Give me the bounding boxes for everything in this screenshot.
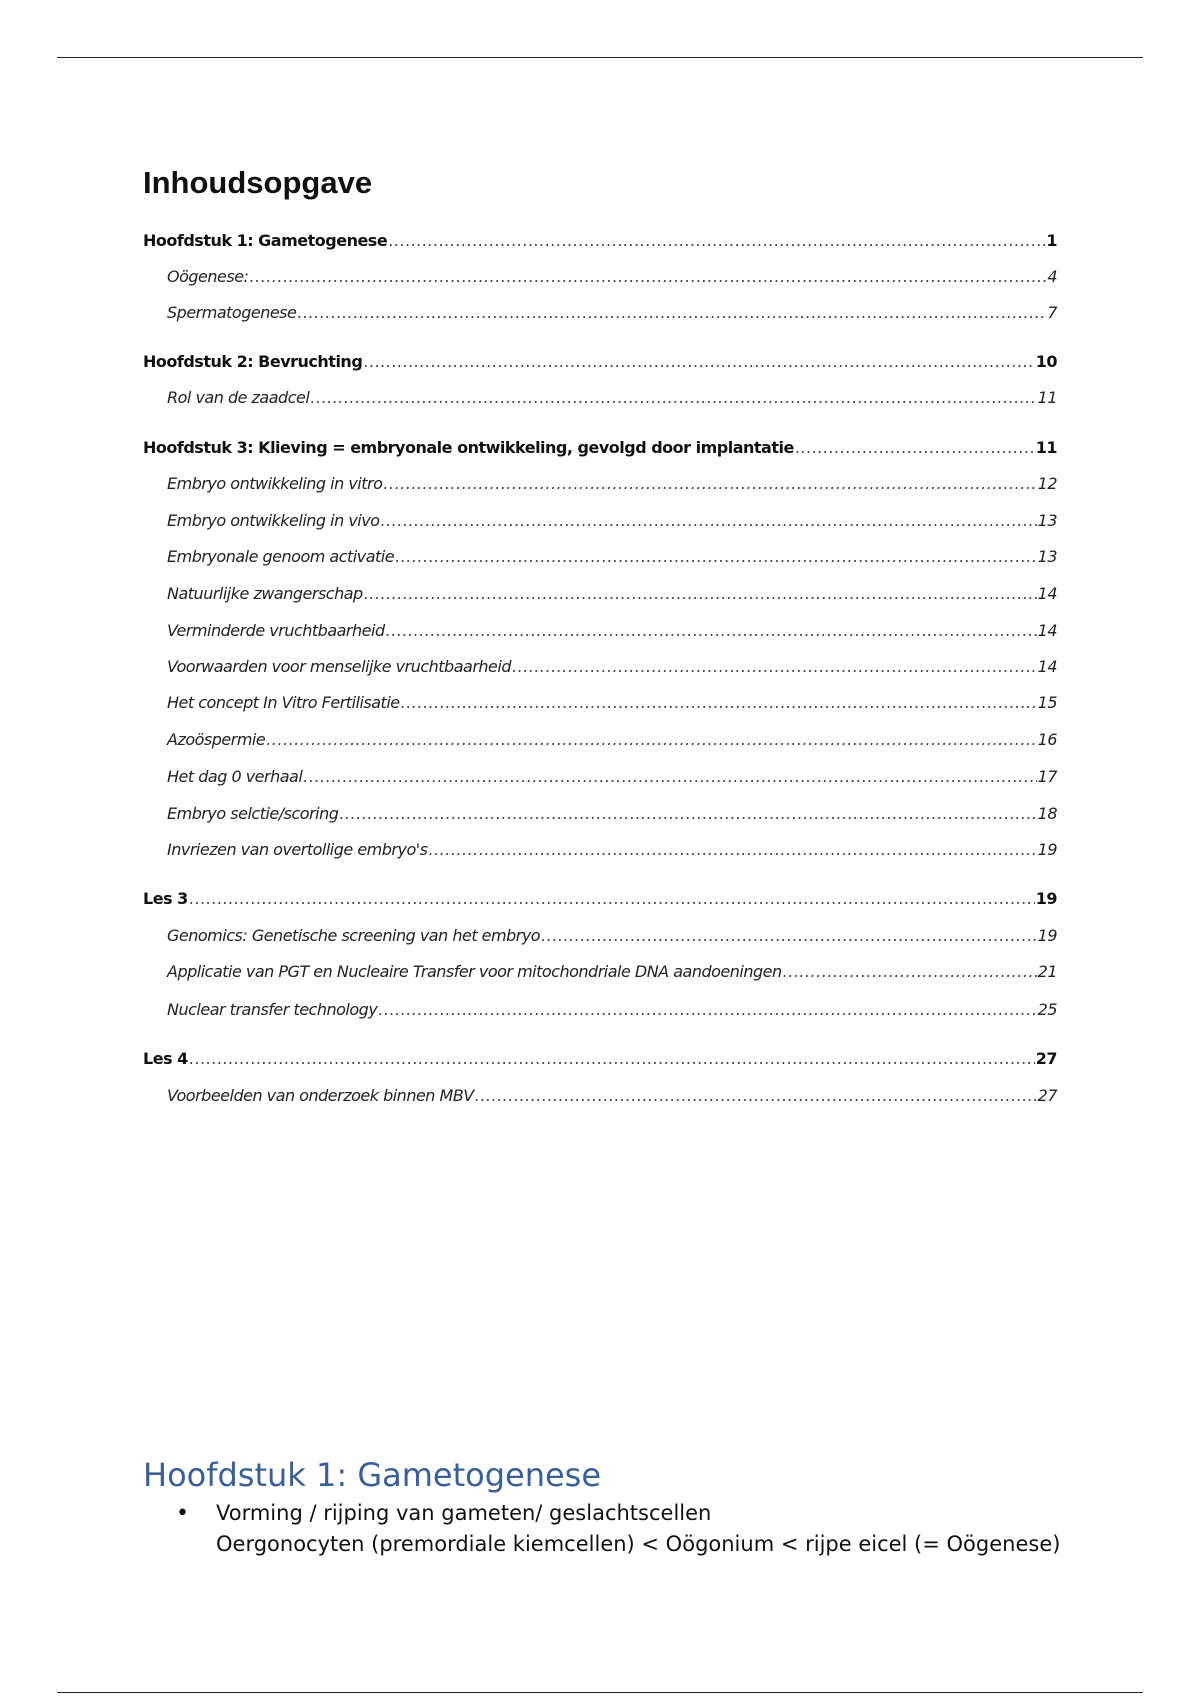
toc-entry-voorbeelden-onderzoek[interactable] xyxy=(143,1086,1057,1110)
toc-dot-leader xyxy=(795,438,1035,457)
toc-dot-leader xyxy=(386,621,1037,640)
toc-dot-leader xyxy=(378,1000,1036,1019)
toc-entry-page: 7 xyxy=(1047,303,1057,322)
toc-entry-azoospermie[interactable] xyxy=(143,730,1057,754)
toc-entry-page: 11 xyxy=(1037,388,1057,407)
toc-entry-page: 12 xyxy=(1037,474,1057,493)
toc-entry-label: Rol van de zaadcel xyxy=(167,388,310,407)
toc-entry-label: Verminderde vruchtbaarheid xyxy=(167,621,385,640)
toc-entry-label: Genomics: Genetische screening van het embryo xyxy=(167,926,541,945)
toc-dot-leader xyxy=(266,730,1036,749)
toc-entry-embryo-in-vivo[interactable] xyxy=(143,511,1057,535)
toc-dot-leader xyxy=(310,388,1036,407)
toc-entry-page: 11 xyxy=(1035,438,1057,457)
toc-entry-page: 13 xyxy=(1037,547,1057,566)
toc-dot-leader xyxy=(783,962,1037,981)
bullet-item-text: Vorming / rijping van gameten/ geslachtscellen xyxy=(216,1501,712,1525)
toc-entry-genomics[interactable] xyxy=(143,926,1057,950)
toc-entry-page: 19 xyxy=(1035,889,1057,908)
toc-dot-leader xyxy=(383,474,1036,493)
toc-entry-page: 18 xyxy=(1037,804,1057,823)
toc-entry-hoofdstuk-2[interactable] xyxy=(143,352,1057,376)
toc-dot-leader xyxy=(364,584,1037,603)
header-rule xyxy=(57,57,1143,58)
toc-entry-page: 14 xyxy=(1037,584,1057,603)
toc-entry-label: Azoöspermie xyxy=(167,730,266,749)
toc-entry-spermatogenese[interactable] xyxy=(143,303,1057,327)
toc-dot-leader xyxy=(189,889,1035,908)
toc-entry-label: Embryo ontwikkeling in vivo xyxy=(167,511,380,530)
toc-dot-leader xyxy=(401,693,1037,712)
toc-entry-nuclear-transfer-technology[interactable] xyxy=(143,1000,1057,1024)
toc-dot-leader xyxy=(303,767,1036,786)
toc-entry-invriezen[interactable] xyxy=(143,840,1057,864)
toc-entry-hoofdstuk-3[interactable] xyxy=(143,438,1057,462)
bullet-item-continuation: Oergonocyten (premordiale kiemcellen) < Oögonium < rijpe eicel (= Oögenese) xyxy=(216,1532,1061,1556)
toc-entry-label: Les 4 xyxy=(143,1049,188,1068)
toc-entry-natuurlijke-zwangerschap[interactable] xyxy=(143,584,1057,608)
toc-entry-label: Natuurlijke zwangerschap xyxy=(167,584,363,603)
toc-entry-page: 27 xyxy=(1035,1049,1057,1068)
toc-entry-label: Embryonale genoom activatie xyxy=(167,547,395,566)
toc-entry-page: 27 xyxy=(1037,1086,1057,1105)
toc-entry-label: Embryo selctie/scoring xyxy=(167,804,339,823)
toc-dot-leader xyxy=(541,926,1037,945)
toc-dot-leader xyxy=(297,303,1046,322)
toc-entry-page: 1 xyxy=(1046,231,1057,250)
footer-rule xyxy=(57,1692,1143,1693)
toc-entry-label: Les 3 xyxy=(143,889,188,908)
toc-entry-label: Embryo ontwikkeling in vitro xyxy=(167,474,383,493)
toc-dot-leader xyxy=(512,657,1037,676)
toc-dot-leader xyxy=(388,231,1045,250)
toc-entry-ivf-concept[interactable] xyxy=(143,693,1057,717)
toc-entry-label: Hoofdstuk 1: Gametogenese xyxy=(143,231,388,250)
toc-entry-label: Applicatie van PGT en Nucleaire Transfer voor mitochondriale DNA aandoeningen xyxy=(167,962,782,981)
toc-dot-leader xyxy=(189,1049,1035,1068)
toc-entry-label: Het concept In Vitro Fertilisatie xyxy=(167,693,400,712)
toc-entry-label: Spermatogenese xyxy=(167,303,297,322)
toc-entry-label: Voorbeelden van onderzoek binnen MBV xyxy=(167,1086,474,1105)
toc-entry-page: 4 xyxy=(1047,267,1057,286)
toc-dot-leader xyxy=(381,511,1037,530)
toc-entry-label: Voorwaarden voor menselijke vruchtbaarheid xyxy=(167,657,511,676)
toc-entry-label: Hoofdstuk 3: Klieving = embryonale ontwikkeling, gevolgd door implantatie xyxy=(143,438,794,457)
toc-entry-pgt-nucleaire-transfer[interactable] xyxy=(143,962,1057,986)
chapter-heading: Hoofdstuk 1: Gametogenese xyxy=(143,1456,602,1494)
toc-entry-page: 14 xyxy=(1037,657,1057,676)
toc-entry-page: 25 xyxy=(1037,1000,1057,1019)
toc-entry-page: 17 xyxy=(1037,767,1057,786)
toc-entry-embryo-in-vitro[interactable] xyxy=(143,474,1057,498)
toc-dot-leader xyxy=(339,804,1036,823)
toc-dot-leader xyxy=(475,1086,1037,1105)
toc-entry-genoom-activatie[interactable] xyxy=(143,547,1057,571)
toc-dot-leader xyxy=(363,352,1034,371)
bullet-icon: • xyxy=(176,1501,189,1526)
toc-entry-rol-van-de-zaadcel[interactable] xyxy=(143,388,1057,412)
toc-entry-label: Nuclear transfer technology xyxy=(167,1000,378,1019)
toc-entry-page: 21 xyxy=(1037,962,1057,981)
toc-title: Inhoudsopgave xyxy=(143,165,373,200)
toc-entry-page: 19 xyxy=(1037,840,1057,859)
toc-entry-les-4[interactable] xyxy=(143,1049,1057,1073)
toc-entry-page: 10 xyxy=(1035,352,1057,371)
toc-entry-label: Oögenese: xyxy=(167,267,249,286)
toc-entry-page: 15 xyxy=(1037,693,1057,712)
toc-dot-leader xyxy=(249,267,1046,286)
toc-entry-oogenese[interactable] xyxy=(143,267,1057,291)
toc-entry-page: 19 xyxy=(1037,926,1057,945)
toc-dot-leader xyxy=(428,840,1036,859)
toc-entry-les-3[interactable] xyxy=(143,889,1057,913)
toc-entry-label: Invriezen van overtollige embryo's xyxy=(167,840,428,859)
toc-entry-embryo-selectie[interactable] xyxy=(143,804,1057,828)
toc-entry-verminderde-vruchtbaarheid[interactable] xyxy=(143,621,1057,645)
toc-entry-label: Het dag 0 verhaal xyxy=(167,767,303,786)
toc-entry-page: 14 xyxy=(1037,621,1057,640)
toc-entry-page: 16 xyxy=(1037,730,1057,749)
toc-entry-label: Hoofdstuk 2: Bevruchting xyxy=(143,352,363,371)
toc-dot-leader xyxy=(395,547,1037,566)
toc-entry-voorwaarden[interactable] xyxy=(143,657,1057,681)
toc-entry-dag-0-verhaal[interactable] xyxy=(143,767,1057,791)
toc-entry-page: 13 xyxy=(1037,511,1057,530)
toc-entry-hoofdstuk-1[interactable] xyxy=(143,231,1057,255)
